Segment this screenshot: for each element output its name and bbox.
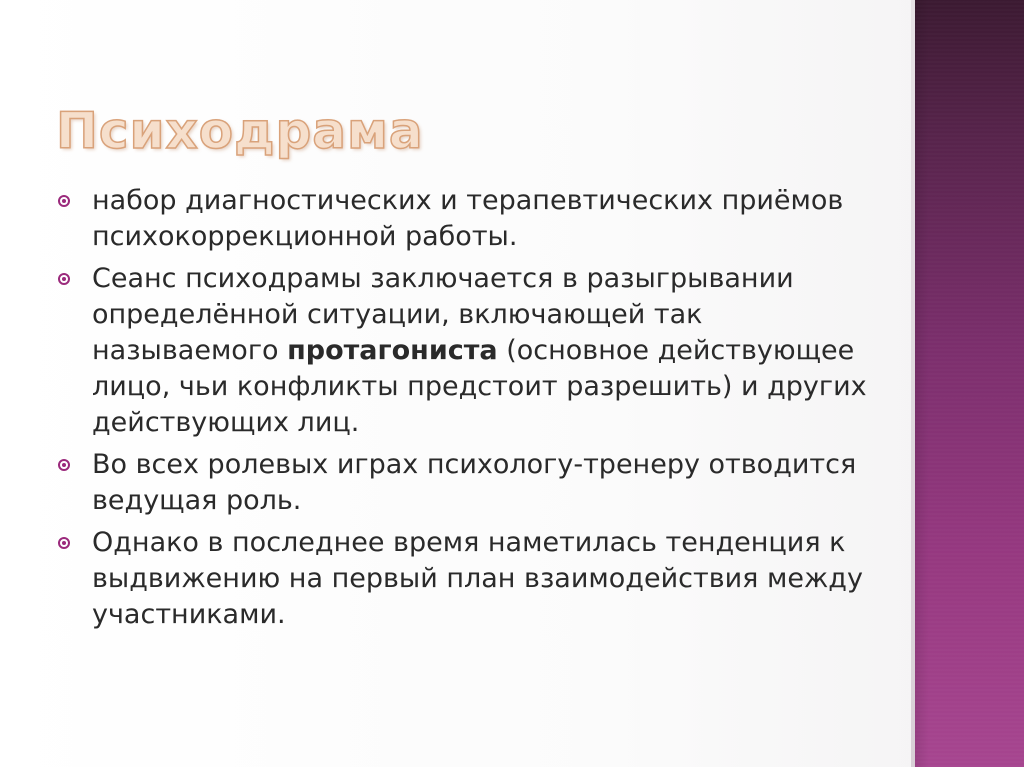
- circle-dot-icon: [58, 273, 70, 285]
- bullet-text: Во всех ролевых играх психологу-тренеру отводится ведущая роль.: [92, 449, 857, 516]
- bullet-list: [56, 183, 876, 639]
- circle-dot-icon: [58, 459, 70, 471]
- decorative-side-band: [915, 0, 1024, 767]
- bullet-item-1: [56, 183, 876, 255]
- bullet-text: Однако в последнее время наметилась тенденция к выдвижению на первый план взаимодействия между участниками.: [92, 527, 863, 630]
- bullet-text-after: (основное действующее лицо, чьи конфликты предстоит разрешить) и других действующих лиц.: [92, 335, 867, 438]
- bullet-bold-term: протагониста: [287, 335, 498, 366]
- bullet-text: набор диагностических и терапевтических приёмов психокоррекционной работы.: [92, 185, 844, 252]
- slide-title: Психодрама: [56, 102, 424, 160]
- bullet-item-4: [56, 525, 876, 633]
- bullet-text-before: Сеанс психодрамы заключается в разыгрывании определённой ситуации, включающей так называемого: [92, 263, 794, 366]
- circle-dot-icon: [58, 537, 70, 549]
- circle-dot-icon: [58, 195, 70, 207]
- bullet-item-2: [56, 261, 876, 441]
- bullet-item-3: [56, 447, 876, 519]
